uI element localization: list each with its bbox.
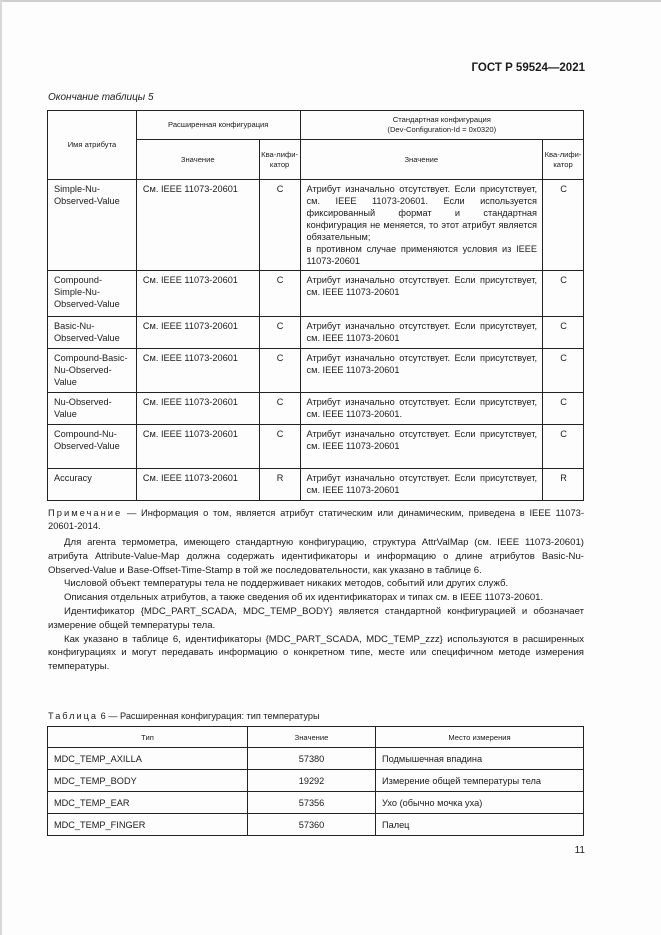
table-row [48, 814, 584, 836]
attr-name: Compound-Basic-Nu-Observed-Value [48, 349, 137, 393]
temp-type: MDC_TEMP_FINGER [48, 814, 248, 836]
attr-description: Атрибут изначально отсутствует. Если присутствует, см. IEEE 11073-20601 [300, 469, 542, 501]
table6-caption-label: Таблица [48, 711, 99, 721]
body-text [48, 536, 584, 674]
attr-value: См. IEEE 11073-20601 [136, 425, 259, 469]
table-row [48, 425, 584, 469]
header-standard-line2: (Dev-Configuration-Id = 0x0320) [387, 125, 497, 134]
temp-location: Измерение общей температуры тела [376, 770, 584, 792]
attr-qualifier: C [259, 271, 300, 317]
table6-caption-text: 6 — Расширенная конфигурация: тип температуры [100, 711, 320, 721]
note-text: — Информация о том, является атрибут статическим или динамическим, приведена в IEEE 11073-20601-2014. [48, 507, 584, 531]
table6-caption [48, 711, 320, 721]
attr-qualifier: C [259, 180, 300, 271]
header-value: Значение [248, 727, 376, 748]
table-row [48, 349, 584, 393]
paragraph: Числовой объект температуры тела не поддерживает никаких методов, событий или других служб. [64, 578, 509, 590]
page-edge-left [0, 0, 2, 935]
page-number: 11 [574, 845, 585, 856]
attr-qualifier: C [259, 393, 300, 425]
attr-qualifier: C [543, 271, 584, 317]
temp-code: 57380 [248, 748, 376, 770]
table-6 [47, 726, 584, 836]
temp-location: Подмышечная впадина [376, 748, 584, 770]
attr-qualifier: R [543, 469, 584, 501]
table-row [48, 748, 584, 770]
attr-qualifier: C [543, 425, 584, 469]
attr-description: Атрибут изначально отсутствует. Если присутствует, см. IEEE 11073-20601 [300, 349, 542, 393]
attr-name: Compound-Simple-Nu-Observed-Value [48, 271, 137, 317]
header-value: Значение [300, 140, 542, 180]
table-row [48, 469, 584, 501]
attr-description: Атрибут изначально отсутствует. Если присутствует, см. IEEE 11073-20601. [300, 393, 542, 425]
attr-description: Атрибут изначально отсутствует. Если присутствует, см. IEEE 11073-20601 [300, 425, 542, 469]
attr-name: Nu-Observed-Value [48, 393, 137, 425]
temp-location: Палец [376, 814, 584, 836]
table-row [48, 770, 584, 792]
paragraph: Как указано в таблице 6, идентификаторы {MDC_PART_SCADA, MDC_TEMP_zzz} используются в расширенных конфигурациях и могут передавать информацию о конкретном типе, месте или специфичном методе измерения температуры. [48, 633, 584, 673]
table-row [48, 792, 584, 814]
paragraph: Идентификатор {MDC_PART_SCADA, MDC_TEMP_BODY} является стандартной конфигурацией и обозначает измерение общей температуры тела. [48, 605, 584, 631]
description-text: Атрибут изначально отсутствует. Если присутствует, см. IEEE 11073-20601. Если используется фиксированный формат и стандартная конфигурация не меняется, то этот атрибут является обязательным; [306, 184, 538, 242]
attr-description: Атрибут изначально отсутствует. Если присутствует, см. IEEE 11073-20601 [300, 271, 542, 317]
temp-type: MDC_TEMP_BODY [48, 770, 248, 792]
attr-qualifier: C [543, 317, 584, 349]
temp-code: 57356 [248, 792, 376, 814]
paragraph: Описания отдельных атрибутов, а также сведения об их идентификаторах и типах см. в IEEE 11073-20601. [64, 592, 544, 604]
attr-value: См. IEEE 11073-20601 [136, 317, 259, 349]
attr-value: См. IEEE 11073-20601 [136, 271, 259, 317]
paragraph: Для агента термометра, имеющего стандартную конфигурацию, структура AttrValMap (см. IEEE 11073-20601) атрибута Attribute-Value-Map должна содержать идентификаторы и информацию о длине атрибутов Basic-Nu-Observed-Value и Base-Offset-Time-Stamp в той же последовательности, как указано в таблице 6. [48, 537, 584, 576]
attr-qualifier: C [259, 425, 300, 469]
attr-name: Simple-Nu-Observed-Value [48, 180, 137, 271]
table-row [48, 393, 584, 425]
header-value: Значение [136, 140, 259, 180]
attr-description [300, 180, 542, 271]
header-type: Тип [48, 727, 248, 748]
header-qualifier: Ква-лифи-катор [259, 140, 300, 180]
attr-name: Compound-Nu-Observed-Value [48, 425, 137, 469]
temp-type: MDC_TEMP_AXILLA [48, 748, 248, 770]
note-label: Примечание [48, 507, 123, 518]
attr-value: См. IEEE 11073-20601 [136, 469, 259, 501]
attr-description: Атрибут изначально отсутствует. Если присутствует, см. IEEE 11073-20601 [300, 317, 542, 349]
header-qualifier: Ква-лифи-катор [543, 140, 584, 180]
page-edge [0, 0, 661, 2]
header-standard-line1: Стандартная конфигурация [392, 115, 491, 124]
table-row [48, 180, 584, 271]
temp-code: 57360 [248, 814, 376, 836]
attr-qualifier: C [543, 180, 584, 271]
description-text-2: в противном случае применяются условия из IEEE 11073-20601 [306, 244, 538, 266]
table-row [48, 271, 584, 317]
attr-name: Basic-Nu-Observed-Value [48, 317, 137, 349]
attr-name: Accuracy [48, 469, 137, 501]
attr-qualifier: R [259, 469, 300, 501]
header-extended-config: Расширенная конфигурация [136, 111, 300, 140]
header-location: Место измерения [376, 727, 584, 748]
table-5 [47, 110, 584, 501]
temp-type: MDC_TEMP_EAR [48, 792, 248, 814]
temp-location: Ухо (обычно мочка уха) [376, 792, 584, 814]
attr-value: См. IEEE 11073-20601 [136, 349, 259, 393]
attr-qualifier: C [543, 393, 584, 425]
header-standard-config [300, 111, 583, 140]
attr-value: См. IEEE 11073-20601 [136, 393, 259, 425]
attr-value: См. IEEE 11073-20601 [136, 180, 259, 271]
header-attr-name: Имя атрибута [48, 111, 137, 180]
document-code: ГОСТ Р 59524—2021 [471, 62, 585, 74]
table5-caption: Окончание таблицы 5 [48, 92, 154, 103]
table-note [48, 506, 584, 532]
temp-code: 19292 [248, 770, 376, 792]
attr-qualifier: C [259, 317, 300, 349]
attr-qualifier: C [543, 349, 584, 393]
table-row [48, 317, 584, 349]
attr-qualifier: C [259, 349, 300, 393]
